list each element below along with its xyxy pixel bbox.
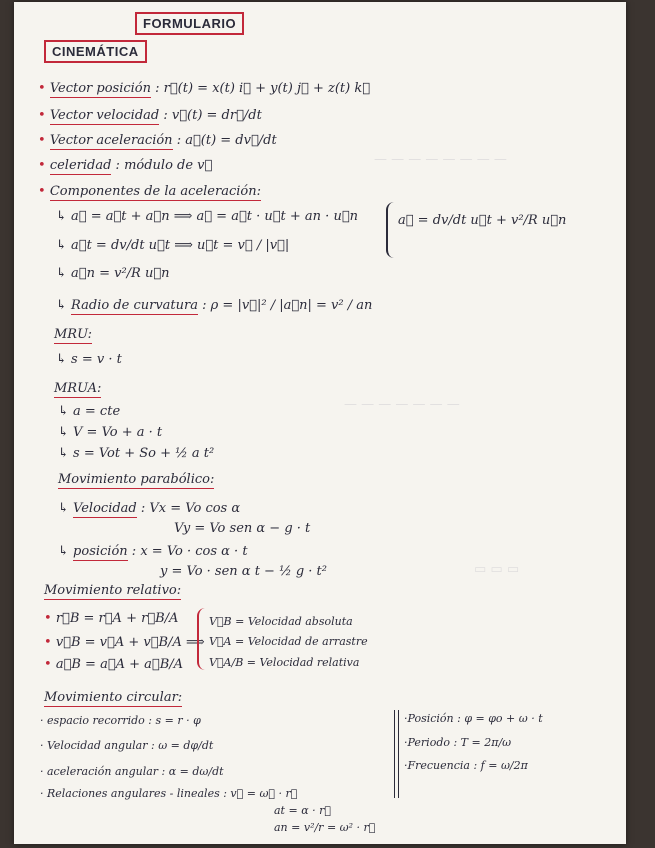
circular-line: · espacio recorrido : s = r · φ (40, 714, 201, 727)
mrua-label: MRUA: (54, 381, 102, 396)
circular-label: Movimiento circular: (44, 690, 183, 705)
relativo-eq-text: v⃗B = v⃗A + v⃗B/A ⟹ (55, 635, 205, 650)
mrua-line: ↳ s = Vot + So + ½ a t² (58, 446, 215, 461)
radio-label: Radio de curvatura (71, 298, 198, 313)
accel-brace (386, 202, 396, 258)
relativo-def: V⃗A/B = Velocidad relativa (209, 656, 360, 669)
divider-line (394, 710, 395, 798)
mru-formula: ↳ s = v · t (56, 352, 122, 367)
relativo-def: V⃗A = Velocidad de arrastre (209, 635, 368, 648)
definition-label: Vector aceleración (49, 133, 173, 148)
definition-formula: a⃗(t) = dv⃗/dt (185, 133, 277, 148)
relativo-eq: • v⃗B = v⃗A + v⃗B/A ⟹ (44, 635, 205, 650)
page-title: FORMULARIO (135, 12, 244, 35)
parabolico-velocidad: ↳ Velocidad : Vx = Vo cos α (58, 501, 241, 516)
accel-line-3: ↳ a⃗n = v²/R u⃗n (56, 266, 170, 281)
parabolico-label: Movimiento parabólico: (58, 472, 215, 487)
relativo-eq: • r⃗B = r⃗A + r⃗B/A (44, 611, 179, 626)
circular-heading (44, 691, 182, 704)
definition-formula: r⃗(t) = x(t) i⃗ + y(t) j⃗ + z(t) k⃗ (163, 81, 371, 96)
radio-curvatura: ↳ Radio de curvatura : ρ = |v⃗|² / |a⃗n| = v² / an (56, 298, 373, 313)
parabolico-posicion: ↳ posición : x = Vo · cos α · t (58, 544, 248, 559)
circular-side: ·Posición : φ = φo + ω · t (404, 712, 543, 725)
circular-line: · aceleración angular : α = dω/dt (40, 765, 224, 778)
mrua-heading (54, 382, 101, 395)
definition-label: Componentes de la aceleración: (49, 184, 261, 199)
x-formula: x = Vo · cos α · t (140, 544, 248, 559)
accel-line-1: ↳ a⃗ = a⃗t + a⃗n ⟹ a⃗ = a⃗t · u⃗t + an · u⃗n (56, 209, 358, 224)
circular-at: at = α · r⃗ (274, 804, 331, 817)
posicion-label: posición (73, 544, 128, 559)
circular-line: · Relaciones angulares - lineales : v⃗ = ω⃗ · r⃗ (40, 787, 298, 800)
circular-side: ·Frecuencia : f = ω/2π (404, 759, 528, 772)
accel-line-2: ↳ a⃗t = dv/dt u⃗t ⟹ u⃗t = v⃗ / |v⃗| (56, 238, 290, 253)
relativo-eq-text: a⃗B = a⃗A + a⃗B/A (55, 657, 184, 672)
mrua-line: ↳ V = Vo + a · t (58, 425, 163, 440)
relativo-eq: • a⃗B = a⃗A + a⃗B/A (44, 657, 184, 672)
definition-velocidad: • Vector velocidad : v⃗(t) = dr⃗/dt (38, 108, 262, 123)
accel-brace-formula: a⃗ = dv/dt u⃗t + v²/R u⃗n (398, 213, 567, 228)
definition-posicion: • Vector posición : r⃗(t) = x(t) i⃗ + y(t) j⃗ + z(t) k⃗ (38, 81, 371, 96)
mru-heading (54, 328, 92, 341)
circular-an: an = v²/r = ω² · r⃗ (274, 821, 376, 834)
definition-formula: v⃗(t) = dr⃗/dt (171, 108, 262, 123)
vx-formula: Vx = Vo cos α (149, 501, 241, 516)
circular-side: ·Periodo : T = 2π/ω (404, 736, 512, 749)
velocidad-label: Velocidad (73, 501, 137, 516)
radio-formula: ρ = |v⃗|² / |a⃗n| = v² / an (210, 298, 373, 313)
relativo-brace (197, 608, 207, 670)
circular-line: · Velocidad angular : ω = dφ/dt (40, 739, 214, 752)
definition-label: Vector posición (49, 81, 151, 96)
relativo-def: V⃗B = Velocidad absoluta (209, 615, 353, 628)
section-heading-cinematica: CINEMÁTICA (44, 40, 147, 63)
divider-line (398, 710, 399, 798)
relativo-eq-text: r⃗B = r⃗A + r⃗B/A (55, 611, 179, 626)
notebook-page: — — — — — — — — — — — — — — — ▭ ▭ ▭ FORMULARIO CINEMÁTICA • Vector posición : r⃗(t) = x(t) i⃗ + y(t) j⃗ + z(t) k⃗ • Vector velocidad : v⃗(t) = dr⃗/dt • Vector aceleración : a⃗(t) = dv⃗/dt • celeridad : módulo de v⃗ • Componentes de la aceleración: ↳ a⃗ = a⃗t + a⃗n ⟹ a⃗ = a⃗t · u⃗t + an · u⃗n ↳ a⃗t = dv/dt u⃗t ⟹ u⃗t = v⃗ / |v⃗| ↳ a⃗n = v²/R u⃗n ↳ Radio de curvatura : ρ = |v⃗|² / |a⃗n| = v² / an a⃗ = dv/dt u⃗t + v²/R u⃗n MRU: ↳ s = v · t MRUA: ↳ a = cte ↳ V = Vo + a · t ↳ s = Vot + So + ½ a t² Movimiento parabólico: ↳ Velocidad : Vx = Vo cos α Vy = Vo sen α − g · t ↳ posición : x = Vo · cos α · t y = Vo · sen α t − ½ g · t² Movimiento relativo: • r⃗B = r⃗A + r⃗B/A • v⃗B = v⃗A + v⃗B/A ⟹ • a⃗B = a⃗A + a⃗B/A V⃗B = Velocidad absoluta V⃗A = Velocidad de arrastre V⃗A/B = Velocidad relativa Movimiento circular: · espacio recorrido : s = r · φ · Velocidad angular : ω = dφ/dt · aceleración angular : α = dω/dt · Relaciones angulares - lineales : v⃗ = ω⃗ · r⃗ at = α · r⃗ an = v²/r = ω² · r⃗ ·Posición : φ = φo + ω · t ·Periodo : T = 2π/ω ·Frecuencia : f = ω/2π (14, 2, 626, 844)
mru-label: MRU: (54, 327, 92, 342)
definition-celeridad: • celeridad : módulo de v⃗ (38, 158, 213, 173)
definition-formula: módulo de v⃗ (124, 158, 213, 173)
definition-label: celeridad (49, 158, 112, 173)
vy-formula: Vy = Vo sen α − g · t (174, 521, 311, 536)
definition-aceleracion: • Vector aceleración : a⃗(t) = dv⃗/dt (38, 133, 277, 148)
relativo-heading (44, 584, 181, 597)
definition-componentes: • Componentes de la aceleración: (38, 184, 261, 199)
mrua-line: ↳ a = cte (58, 404, 121, 419)
parabolico-heading (58, 473, 214, 486)
y-formula: y = Vo · sen α t − ½ g · t² (160, 564, 327, 579)
relativo-label: Movimiento relativo: (44, 583, 182, 598)
definition-label: Vector velocidad (49, 108, 160, 123)
